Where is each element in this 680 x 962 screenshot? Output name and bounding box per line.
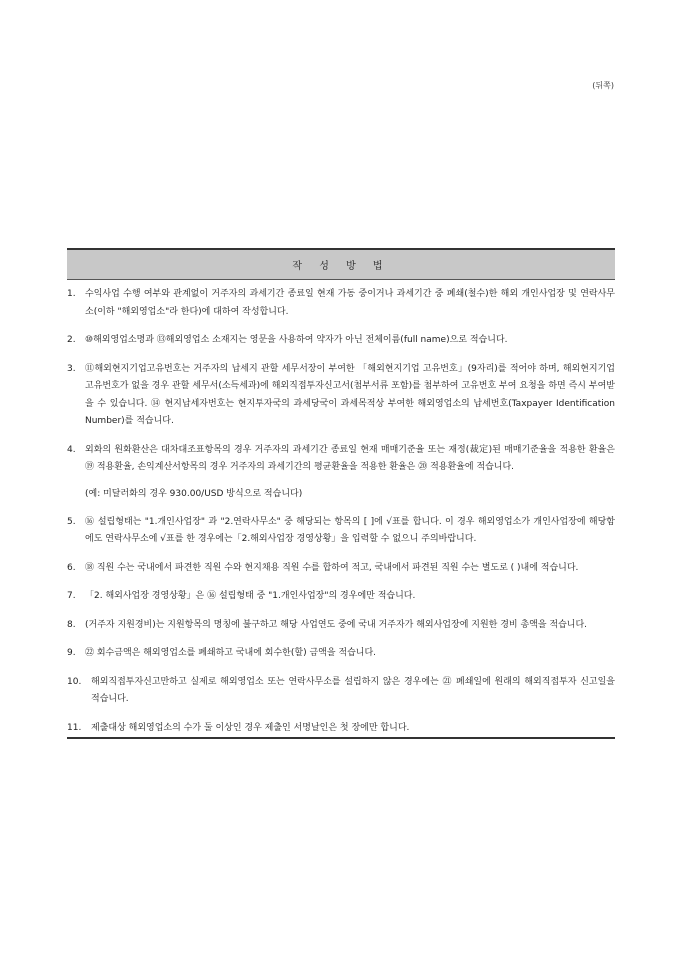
item-number: 10. bbox=[67, 676, 82, 687]
instruction-item-7 bbox=[67, 588, 615, 606]
item-number: 7. bbox=[67, 591, 76, 601]
section-header: 작 성 방 법 bbox=[67, 248, 615, 280]
instruction-item-2 bbox=[67, 332, 615, 350]
instruction-item-10 bbox=[67, 674, 615, 709]
instruction-item-4 bbox=[67, 442, 615, 477]
item-number: 9. bbox=[67, 648, 76, 658]
item-text: 「2. 해외사업장 경영상황」은 ⑯ 설립형태 중 "1.개인사업장"의 경우에만 적습니다. bbox=[85, 591, 416, 601]
instruction-item-1 bbox=[67, 286, 615, 321]
item-number: 2. bbox=[67, 335, 76, 345]
item-number: 5. bbox=[67, 516, 76, 527]
item-text: 해외직접투자신고만하고 실제로 해외영업소 또는 연락사무소를 설립하지 않은 경우에는 ㉑ 폐쇄일에 원래의 해외직접투자 신고일을 적습니다. bbox=[91, 676, 615, 704]
instruction-item-6 bbox=[67, 560, 615, 578]
instruction-item-5 bbox=[67, 514, 615, 549]
back-page-label: (뒤쪽) bbox=[592, 81, 614, 90]
instruction-item-11 bbox=[67, 720, 615, 738]
item-text: 제출대상 해외영업소의 수가 둘 이상인 경우 제출인 서명날인은 첫 장에만 합니다. bbox=[91, 722, 410, 733]
item-text: ⑩해외영업소명과 ⑬해외영업소 소재지는 영문을 사용하여 약자가 아닌 전체이름(full name)으로 적습니다. bbox=[85, 335, 508, 345]
item-text: (거주자 지원경비)는 지원항목의 명칭에 불구하고 해당 사업연도 중에 국내 거주자가 해외사업장에 지원한 경비 총액을 적습니다. bbox=[85, 619, 588, 630]
instruction-list bbox=[67, 280, 615, 739]
example-note: (예: 미달러화의 경우 930.00/USD 방식으로 적습니다) bbox=[85, 488, 303, 499]
item-text: ㉒ 회수금액은 해외영업소를 폐쇄하고 국내에 회수한(할) 금액을 적습니다. bbox=[85, 648, 377, 658]
item-number: 6. bbox=[67, 562, 76, 573]
instruction-item-3 bbox=[67, 361, 615, 431]
item-number: 8. bbox=[67, 619, 76, 630]
item-text: ⑯ 설립형태는 "1.개인사업장" 과 "2.연락사무소" 중 해당되는 항목의 [ ]에 √표를 합니다. 이 경우 해외영업소가 개인사업장에 해당함에도 연락사무소에 √표를 한 경우에는「2.해외사업장 경영상황」을 입력할 수 없으니 주의바랍니다. bbox=[85, 516, 615, 544]
instruction-item-9 bbox=[67, 645, 615, 663]
item-number: 11. bbox=[67, 722, 82, 733]
item-text: 외화의 원화환산은 대차대조표항목의 경우 거주자의 과세기간 종료일 현재 매매기준율 또는 재정(裁定)된 매매기준율을 적용한 환율은 ⑲ 적용환율, 손익계산서항목의 경우 거주자의 과세기간의 평균환율을 적용한 환율은 ⑳ 적용환율에 적습니다. bbox=[85, 444, 615, 472]
instructions-section bbox=[67, 248, 615, 739]
item-number: 1. bbox=[67, 289, 76, 299]
item-number: 3. bbox=[67, 363, 76, 374]
item-text: ⑪해외현지기업고유번호는 거주자의 납세지 관할 세무서장이 부여한 「해외현지기업 고유번호」(9자리)를 적어야 하며, 해외현지기업고유번호가 없을 경우 관할 세무서(소득세과)에 해외직접투자신고서(첨부서류 포함)를 첨부하여 고유번호 부여 요청을 하면 즉시 부여받을 수 있습니다. ⑭ 현지납세자번호는 현지투자국의 과세당국이 과세목적상 부여한 해외영업소의 납세번호(Taxpayer Identification Number)를 적습니다. bbox=[85, 363, 615, 426]
item-number: 4. bbox=[67, 444, 76, 455]
instruction-item-8 bbox=[67, 617, 615, 635]
item-text: 수익사업 수행 여부와 관계없이 거주자의 과세기간 종료일 현재 가동 중이거나 과세기간 중 폐쇄(철수)한 해외 개인사업장 및 연락사무소(이하 "해외영업소"라 한다)에 대하여 작성합니다. bbox=[85, 289, 615, 317]
item-text: ⑱ 직원 수는 국내에서 파견한 직원 수와 현지채용 직원 수를 합하여 적고, 국내에서 파견된 직원 수는 별도로 ( )내에 적습니다. bbox=[85, 562, 579, 573]
